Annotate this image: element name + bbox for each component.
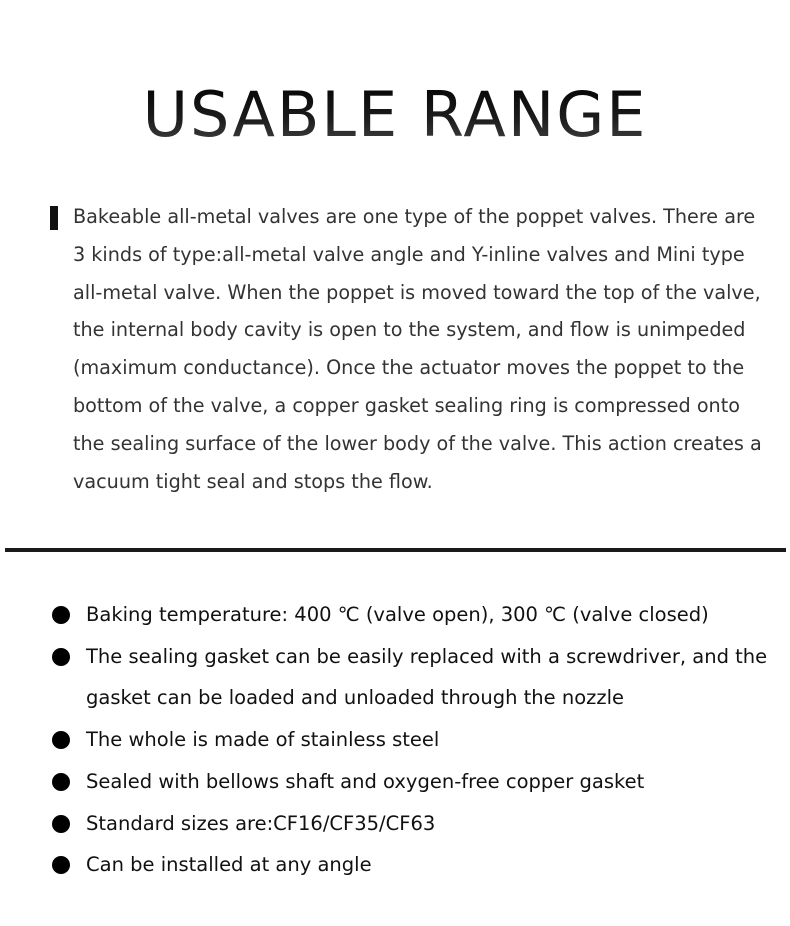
feature-text: Sealed with bellows shaft and oxygen-free copper gasket [86,769,645,793]
intro-accent-bar [50,206,58,230]
bullet-icon [52,731,70,749]
feature-item [52,636,768,719]
intro-paragraph: Bakeable all-metal valves are one type of the poppet valves. There are 3 kinds of type:all-metal valve angle and Y-inline valves and Mini type all-metal valve. When the poppet is moved toward the top of the valve, the internal body cavity is open to the system, and flow is unimpeded (maximum conductance). Once the actuator moves the poppet to the bottom of the valve, a copper gasket sealing ring is compressed onto the sealing surface of the lower body of the valve. This action creates a vacuum tight seal and stops the flow. [73,205,762,493]
feature-list [52,594,768,886]
feature-text: Standard sizes are:CF16/CF35/CF63 [86,811,436,835]
bullet-icon [52,856,70,874]
feature-text: The sealing gasket can be easily replaced with a screwdriver, and the gasket can be loaded and unloaded through the nozzle [86,644,768,710]
bullet-icon [52,815,70,833]
feature-text: The whole is made of stainless steel [86,728,440,752]
feature-text: Baking temperature: 400 ℃ (valve open), 300 ℃ (valve closed) [86,603,709,626]
section-divider [5,548,786,552]
feature-item [52,803,768,845]
bullet-icon [52,606,70,624]
feature-item [52,844,768,886]
page-title: USABLE RANGE [0,78,790,152]
bullet-icon [52,648,70,666]
intro-section [50,198,762,500]
feature-item [52,594,768,636]
bullet-icon [52,773,70,791]
feature-text: Can be installed at any angle [86,853,372,877]
feature-item [52,719,768,761]
feature-item [52,761,768,803]
